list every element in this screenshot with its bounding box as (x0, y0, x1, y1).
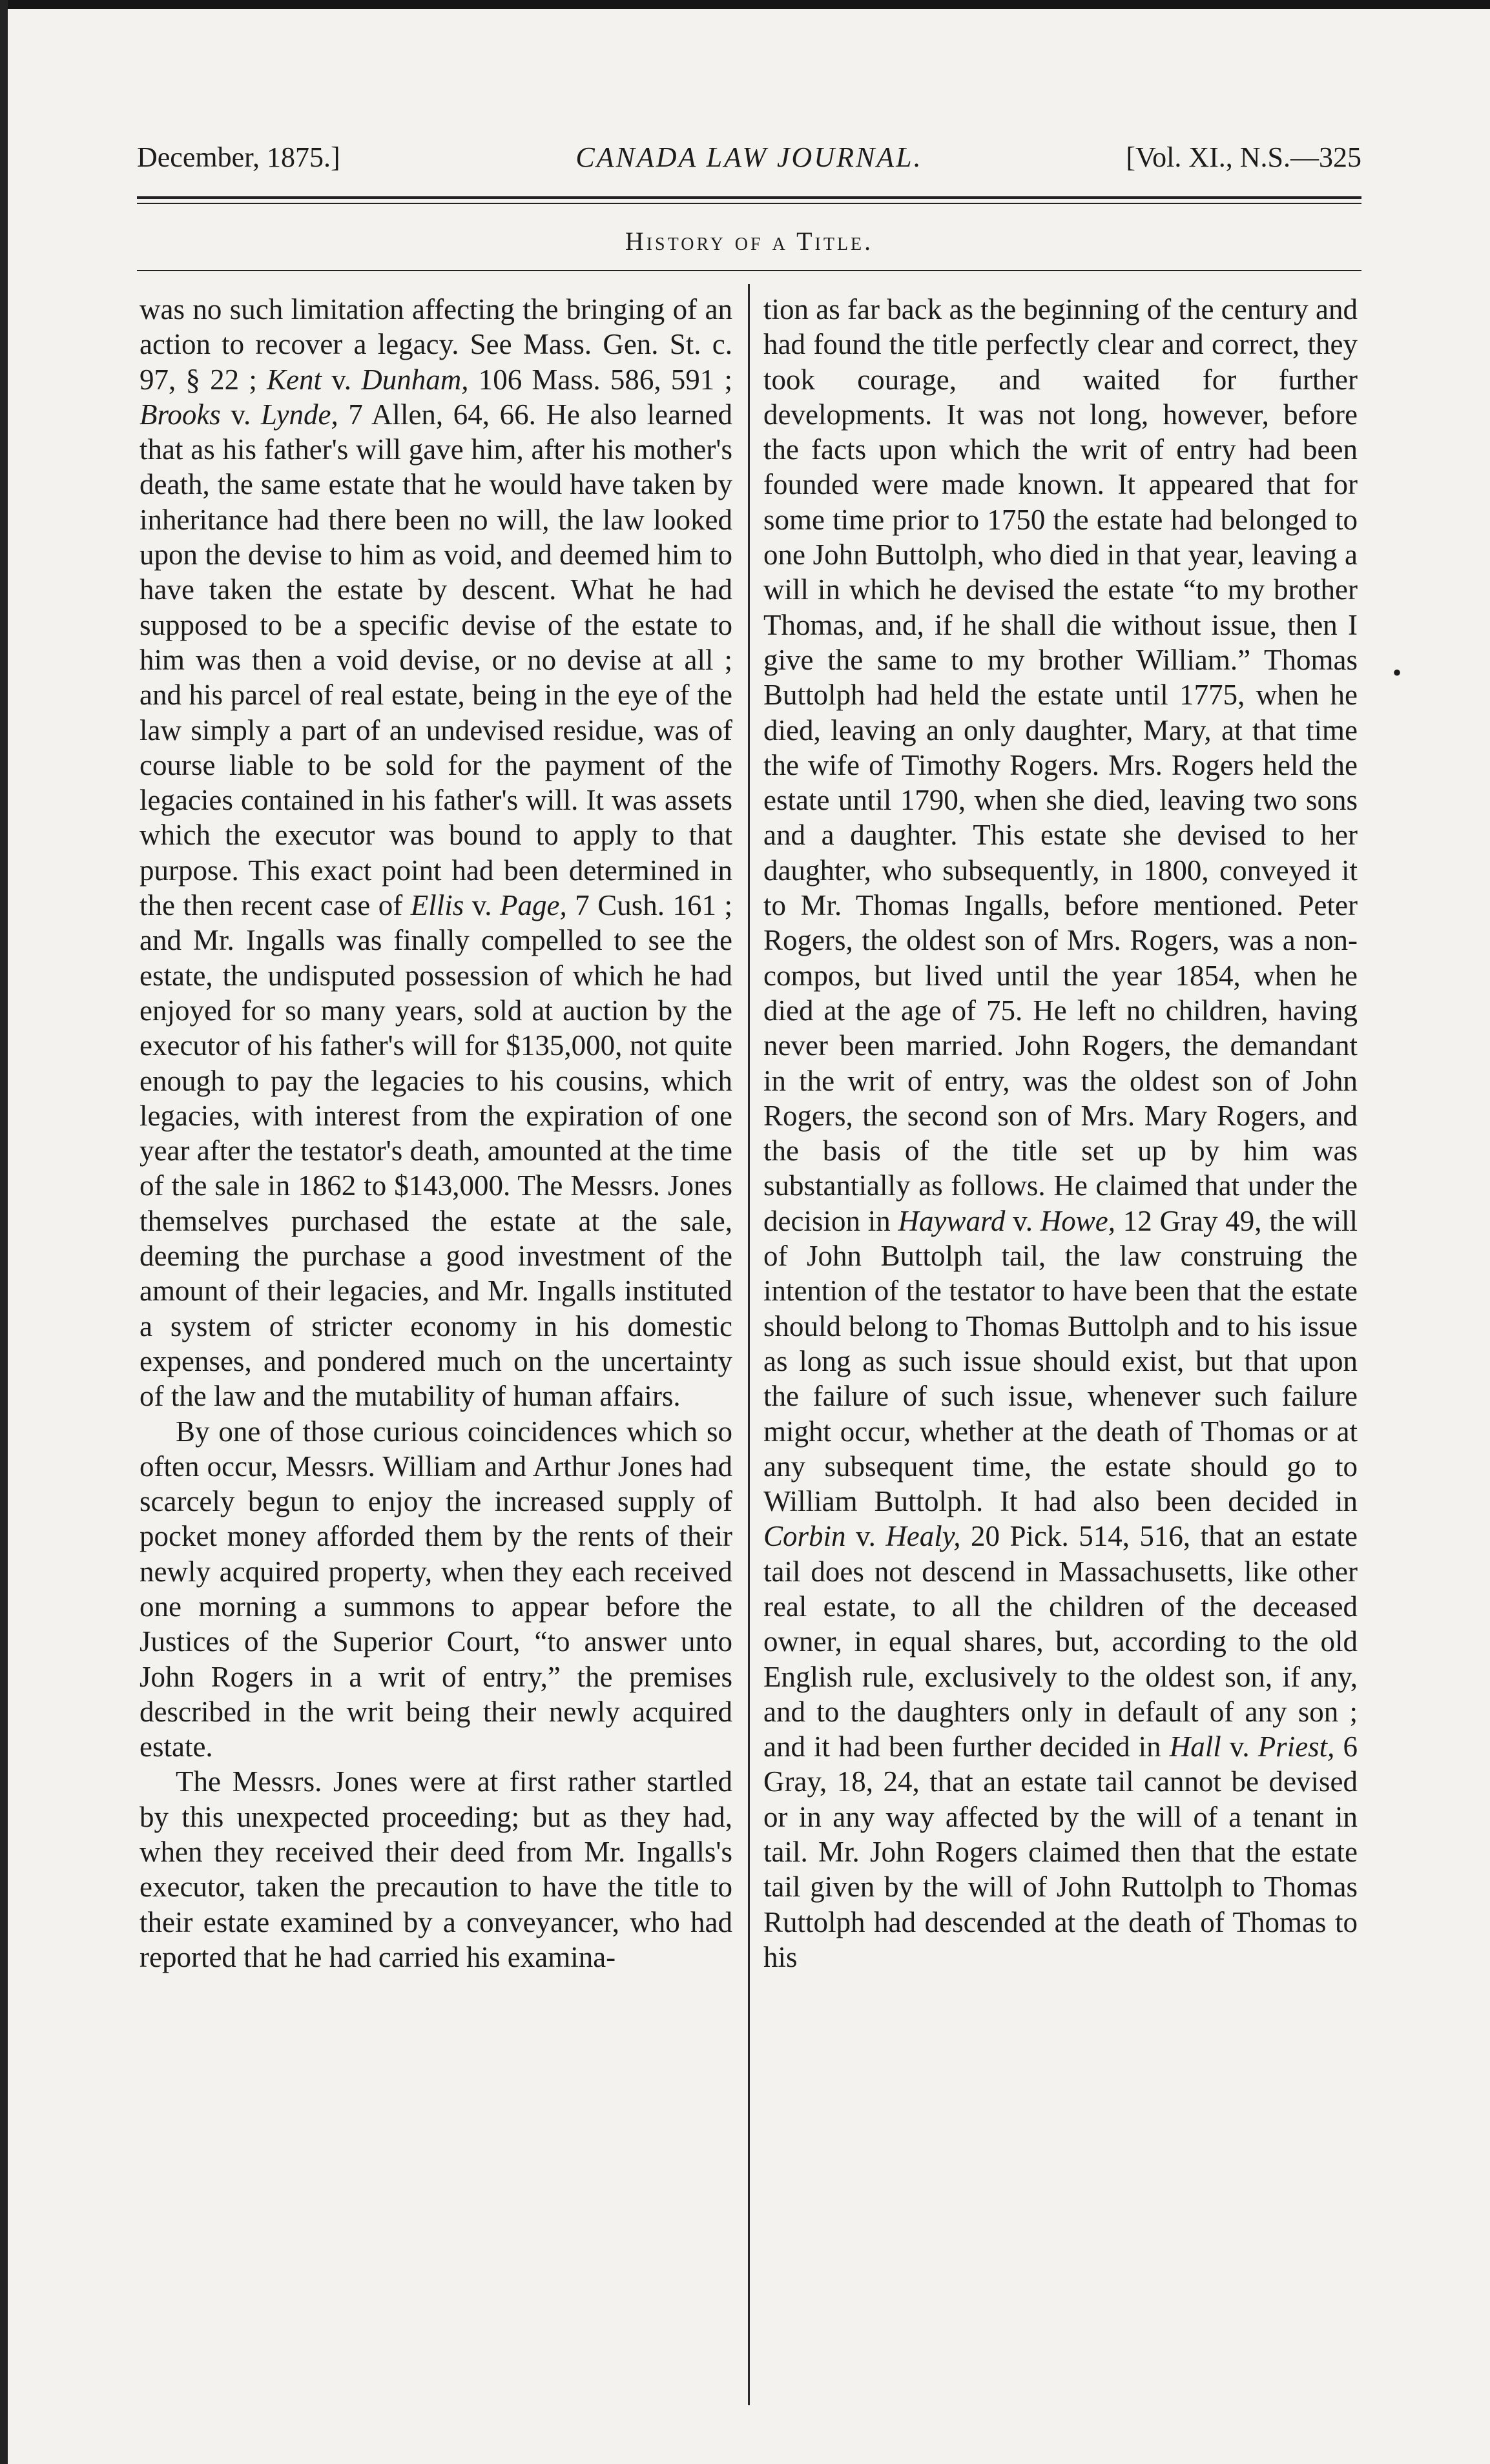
case-name: Ellis (410, 889, 464, 922)
section-rule (137, 270, 1361, 271)
case-name: Healy, (885, 1520, 961, 1553)
paragraph: By one of those curious coincidences which so often occur, Messrs. William and Arthur Jones had scarcely begun to enjoy the increased supply of pocket money afforded them by the rents of their newly acquired property, when they each received one morning a summons to appear before the Justices of the Superior Court, “to answer unto John Rogers in a writ of entry,” the premises described in the writ being their newly acquired estate. (140, 1415, 732, 1763)
case-name: Page, (500, 889, 567, 922)
running-head (137, 141, 1361, 186)
column-divider (748, 284, 750, 2405)
left-column (140, 292, 732, 1975)
journal-title: CANADA LAW JOURNAL. (575, 141, 923, 173)
left-border (0, 0, 8, 2464)
case-name: Hall (1169, 1730, 1221, 1763)
case-name: Priest, (1257, 1730, 1335, 1763)
header-date: December, 1875.] (137, 141, 340, 173)
top-border (0, 0, 1490, 9)
header-rule-thick (137, 196, 1361, 199)
paragraph: was no such limitation affecting the bringing of an action to recover a legacy. See Mass. Gen. St. c. 97, § 22 ; Kent v. Dunham, 106 Mass. 586, 591 ; Brooks v. Lynde, 7 Allen, 64, 66. He also learned that as his father's will gave him, after his mother's death, the same estate that he would have taken by inheritance had there been no will, the law looked upon the devise to him as void, and deemed him to have taken the estate by descent. What he had supposed to be a specific devise of the estate to him was then a void devise, or no devise at all ; and his parcel of real estate, being in the eye of the law simply a part of an undevised residue, was of course liable to be sold for the payment of the legacies contained in his father's will. It was assets which the executor was bound to apply to that purpose. This exact point had been determined in the then recent case of Ellis v. Page, 7 Cush. 161 ; and Mr. Ingalls was finally compelled to see the estate, the undisputed possession of which he had enjoyed for so many years, sold at auction by the executor of his father's will for $135,000, not quite enough to pay the legacies to his cousins, which legacies, with interest from the expiration of one year after the testator's death, amounted at the time of the sale in 1862 to $143,000. The Messrs. Jones themselves purchased the estate at the sale, deeming the purchase a good investment of the amount of their legacies, and Mr. Ingalls instituted a system of stricter economy in his domestic expenses, and pondered much on the uncertainty of the law and the mutability of human affairs. (140, 293, 732, 1413)
volume-page: [Vol. XI., N.S.—325 (1126, 141, 1361, 173)
header-rule-thin (137, 203, 1361, 204)
right-column (763, 292, 1358, 1975)
case-name: Brooks (140, 398, 221, 431)
case-name: Lynde, (260, 398, 338, 431)
paragraph: The Messrs. Jones were at first rather startled by this unexpected proceeding; but as they had, when they received their deed from Mr. Ingalls's executor, taken the precaution to have the title to their estate examined by a conveyancer, who had reported that he had carried his examina- (140, 1765, 732, 1973)
case-name: Corbin (763, 1520, 846, 1553)
paragraph: tion as far back as the beginning of the century and had found the title perfectly clear and correct, they took courage, and waited for further developments. It was not long, however, before the facts upon which the writ of entry had been founded were made known. It appeared that for some time prior to 1750 the estate had belonged to one John Buttolph, who died in that year, leaving a will in which he devised the estate “to my brother Thomas, and, if he shall die without issue, then I give the same to my brother William.” Thomas Buttolph had held the estate until 1775, when he died, leaving an only daughter, Mary, at that time the wife of Timothy Rogers. Mrs. Rogers held the estate until 1790, when she died, leaving two sons and a daughter. This estate she devised to her daughter, who subsequently, in 1800, conveyed it to Mr. Thomas Ingalls, before mentioned. Peter Rogers, the oldest son of Mrs. Rogers, was a non-compos, but lived until the year 1854, when he died at the age of 75. He left no children, having never been married. John Rogers, the demandant in the writ of entry, was the oldest son of John Rogers, the second son of Mrs. Mary Rogers, and the basis of the title set up by him was substantially as follows. He claimed that under the decision in Hayward v. Howe, 12 Gray 49, the will of John Buttolph tail, the law construing the intention of the testator to have been that the estate should belong to Thomas Buttolph and to his issue as long as such issue should exist, but that upon the failure of such issue, whenever such failure might occur, whether at the death of Thomas or at any subsequent time, the estate should go to William Buttolph. It had also been decided in Corbin v. Healy, 20 Pick. 514, 516, that an estate tail does not descend in Massachusetts, like other real estate, to all the children of the deceased owner, in equal shares, but, according to the old English rule, exclusively to the oldest son, if any, and to the daughters only in default of any son ; and it had been further decided in Hall v. Priest, 6 Gray, 18, 24, that an estate tail cannot be devised or in any way affected by the will of a tenant in tail. Mr. John Rogers claimed then that the estate tail given by the will of John Ruttolph to Thomas Ruttolph had descended at the death of Thomas to his (763, 293, 1358, 1973)
section-title: History of a Title. (625, 227, 874, 256)
case-name: Dunham, (361, 363, 469, 396)
case-name: Hayward (898, 1204, 1006, 1237)
case-name: Kent (267, 363, 322, 396)
case-name: Howe, (1040, 1204, 1115, 1237)
margin-mark: • (1392, 658, 1402, 687)
